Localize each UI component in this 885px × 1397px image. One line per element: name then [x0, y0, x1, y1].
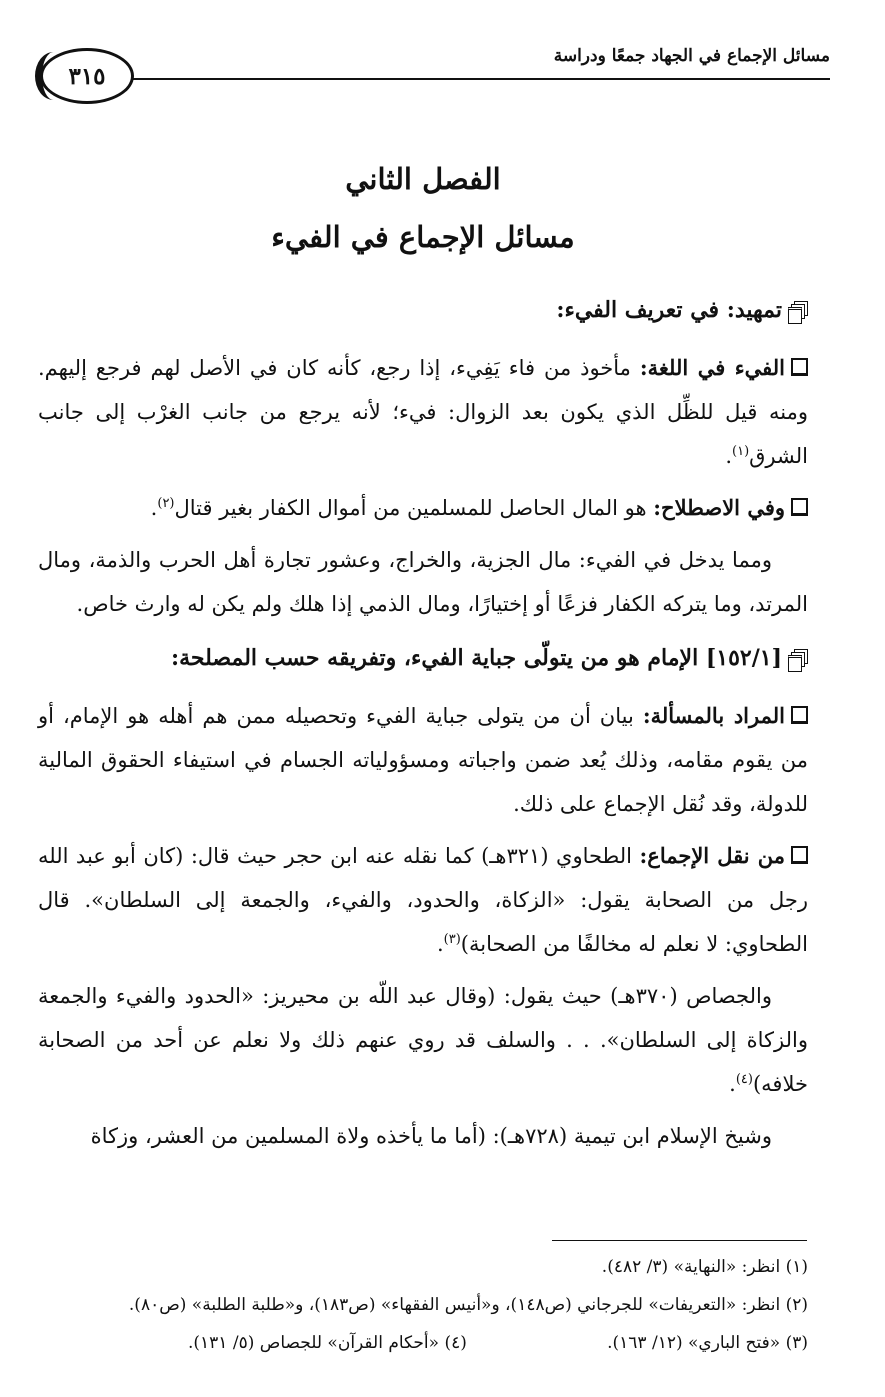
chapter-title: الفصل الثاني [345, 162, 501, 196]
running-title: مسائل الإجماع في الجهاد جمعًا ودراسة [553, 46, 830, 66]
jassas-text: والجصاص (٣٧٠هـ) حيث يقول: (وقال عبد اللّه بن محيريز: «الحدود والفيء والجمعة والزكاة إلى السلطان». . . والسلف قد روي عنهم ذلك ولا نعلم عن أحد من الصحابة خلافه) [38, 984, 808, 1096]
footnote-ref-4: (٤) [735, 1072, 753, 1087]
issue-heading [38, 636, 808, 680]
intro-heading [38, 288, 808, 332]
square-bullet-icon [791, 498, 808, 516]
transmitter-text: الطحاوي (٣٢١هـ) كما نقله عنه ابن حجر حيث قال: (كان أبو عبد الله رجل من الصحابة يقول: «الزكاة، والحدود، والفيء، والجمعة إلى السلطان». قال الطحاوي: لا نعلم له مخالفًا من الصحابة) [38, 844, 808, 956]
lang-text: مأخوذ من فاء يَفِيء، إذا رجع، كأنه كان في الأصل لهم فرجع إليهم. ومنه قيل للظِّل الذي يكون بعد الزوال: فيء؛ لأنه يرجع من جانب الغرْب إلى جانب الشرق [38, 356, 808, 468]
documents-icon [790, 301, 808, 319]
footnote-ref-3: (٣) [443, 932, 461, 947]
paragraph-lang-definition: الفيء في اللغة: مأخوذ من فاء يَفِيء، إذا رجع، كأنه كان في الأصل لهم فرجع إليهم. ومنه قيل للظِّل الذي يكون بعد الزوال: فيء؛ لأنه يرجع من جانب الغرْب إلى جانب الشرق$^{(١)}$. [38, 355, 808, 468]
footnote-separator [552, 1240, 807, 1241]
lang-label: الفيء في اللغة: [639, 355, 785, 380]
paragraph-jassas: والجصاص (٣٧٠هـ) حيث يقول: (وقال عبد اللّه بن محيريز: «الحدود والفيء والجمعة والزكاة إلى السلطان». . . والسلف قد روي عنهم ذلك ولا نعلم عن أحد من الصحابة خلافه)$^{(٤)}$. [38, 984, 808, 1096]
paragraph-meaning [38, 694, 808, 826]
header-rule [115, 78, 830, 80]
paragraph-includes: ومما يدخل في الفيء: مال الجزية، والخراج، وعشور تجارة أهل الحرب والذمة، ومال المرتد، وما يتركه الكفار فزعًا أو إختيارًا، ومال الذمي إذا هلك ولم يكن له وارث خاص. [38, 548, 808, 616]
footnote-2: (٢) انظر: «التعريفات» للجرجاني (ص١٤٨)، و«أنيس الفقهاء» (ص١٨٣)، و«طلبة الطلبة» (ص٨٠). [128, 1295, 808, 1315]
footnotes [38, 1248, 808, 1362]
footnote-ref-1: (١) [732, 444, 750, 459]
chapter-subtitle: مسائل الإجماع في الفيء [271, 220, 575, 254]
paragraph-ibn-taymiyya: وشيخ الإسلام ابن تيمية (٧٢٨هـ): (أما ما يأخذه ولاة المسلمين من العشر، وزكاة [90, 1124, 772, 1148]
term-text: هو المال الحاصل للمسلمين من أموال الكفار بغير قتال [174, 496, 647, 520]
paragraph-transmitter: من نقل الإجماع: الطحاوي (٣٢١هـ) كما نقله عنه ابن حجر حيث قال: (كان أبو عبد الله رجل من الصحابة يقول: «الزكاة، والحدود، والفيء، والجمعة إلى السلطان». قال الطحاوي: لا نعلم له مخالفًا من الصحابة)$^{(٣)}$. [38, 843, 808, 956]
meaning-label: المراد بالمسألة: [642, 703, 785, 728]
footnote-3: (٣) «فتح الباري» (١٢/ ١٦٣). [607, 1333, 808, 1353]
page-number: ٣١٥ [40, 48, 134, 104]
footnote-ref-2: (٢) [157, 496, 175, 511]
meaning-text: بيان أن من يتولى جباية الفيء وتحصيله ممن هم أهله هو الإمام، أو من يقوم مقامه، وذلك يُعد ضمن واجباته ومسؤولياته الجسام في استيفاء الحقوق المالية للدولة، وقد نُقل الإجماع على ذلك. [38, 704, 808, 816]
square-bullet-icon [791, 358, 808, 376]
footnote-4: (٤) «أحكام القرآن» للجصاص (٥/ ١٣١). [188, 1333, 467, 1353]
footnote-row [38, 1324, 808, 1362]
page-body [38, 150, 808, 1166]
footnote-1: (١) انظر: «النهاية» (٣/ ٤٨٢). [601, 1257, 808, 1277]
issue-heading-text: [١٥٢/١] الإمام هو من يتولّى جباية الفيء، وتفريقه حسب المصلحة: [171, 645, 782, 671]
page-header [40, 38, 830, 128]
documents-icon [790, 649, 808, 667]
square-bullet-icon [791, 706, 808, 724]
transmitter-label: من نقل الإجماع: [639, 843, 785, 868]
intro-heading-text: تمهيد: في تعريف الفيء: [556, 297, 782, 323]
square-bullet-icon [791, 846, 808, 864]
term-label: وفي الاصطلاح: [653, 495, 785, 520]
paragraph-term-definition: وفي الاصطلاح: هو المال الحاصل للمسلمين من أموال الكفار بغير قتال$^{(٢)}$. [38, 486, 808, 530]
